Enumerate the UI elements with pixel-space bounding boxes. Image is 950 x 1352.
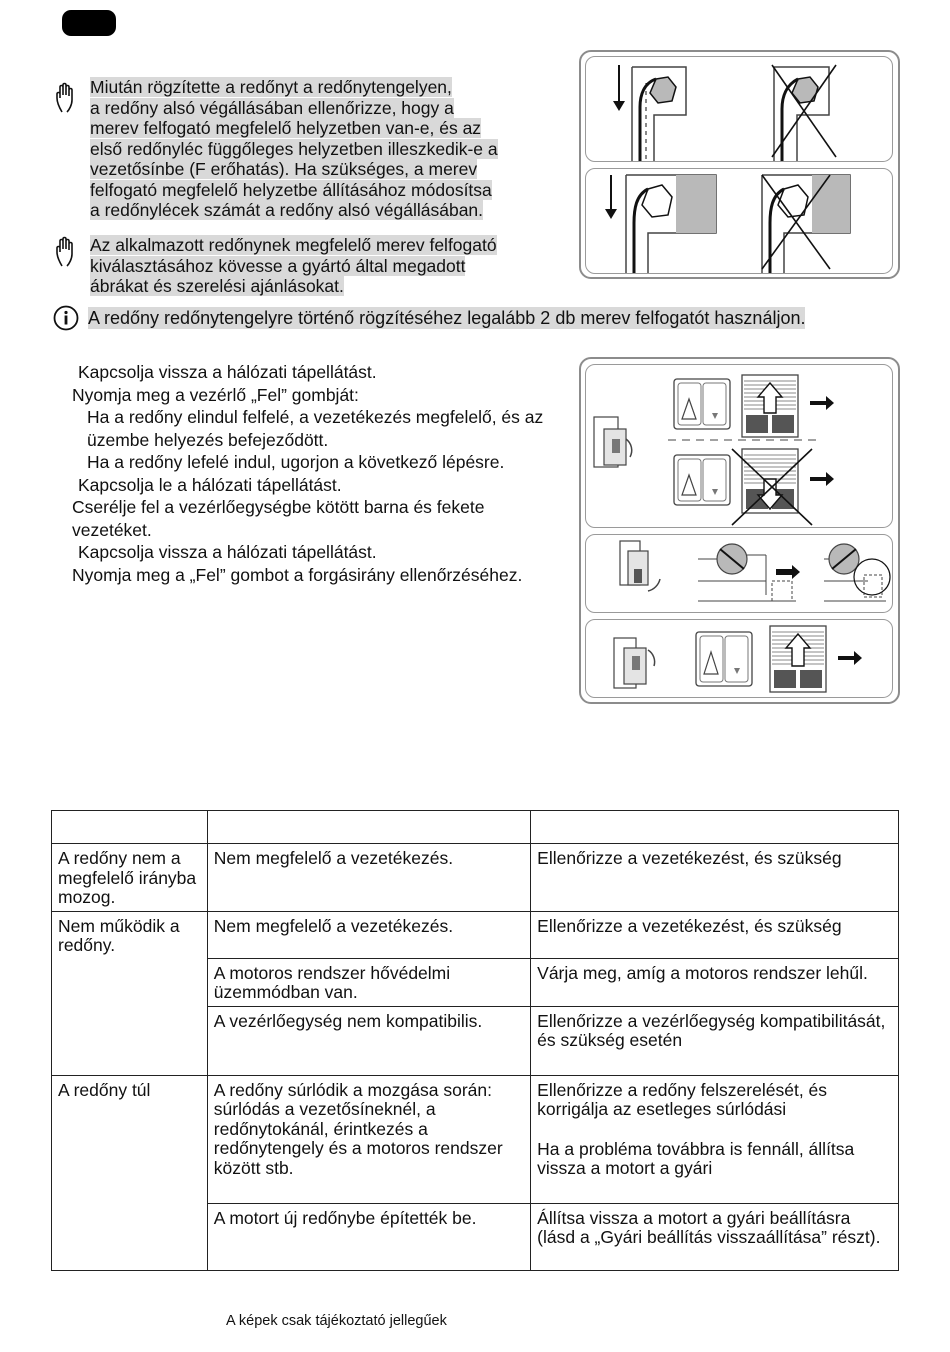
language-tab bbox=[62, 10, 116, 36]
step-text: Kapcsolja vissza a hálózati tápellátást. bbox=[78, 542, 377, 562]
info-icon bbox=[53, 305, 79, 331]
step-text: Ha a redőny elindul felfelé, a vezetékezés megfelelő, és az üzembe helyezés befejeződött. bbox=[87, 407, 544, 450]
rewiring-panel bbox=[585, 534, 893, 613]
step-text: Ha a redőny lefelé indul, ugorjon a következő lépésre. bbox=[87, 452, 505, 472]
note-line: merev felfogató megfelelő helyzetben van-e, és az bbox=[90, 118, 482, 138]
fastener-figure-top bbox=[585, 56, 893, 162]
solution-text: Ha a probléma továbbra is fennáll, állítsa vissza a motort a gyári bbox=[537, 1138, 855, 1178]
solution-text: Ellenőrizze a redőny felszerelését, és korrigálja az esetleges súrlódási bbox=[537, 1079, 828, 1119]
note-line: első redőnyléc függőleges helyzetben illeszkedik-e a bbox=[90, 138, 498, 159]
table-header-row bbox=[52, 811, 899, 844]
problem-cell: A redőny túl bbox=[52, 1075, 208, 1270]
table-row bbox=[52, 911, 899, 958]
fastener-figure bbox=[579, 50, 900, 279]
header-cell bbox=[531, 811, 899, 844]
note-line: vezetősínbe (F erőhatás). Ha szükséges, a merev bbox=[90, 159, 478, 179]
problem-cell: Nem működik a redőny. bbox=[52, 911, 208, 1075]
final-check-panel bbox=[585, 619, 893, 698]
solution-cell: Várja meg, amíg a motoros rendszer lehűl. bbox=[531, 958, 899, 1006]
hand-icon bbox=[54, 82, 82, 114]
step-text: Kapcsolja le a hálózati tápellátást. bbox=[78, 474, 342, 495]
direction-check-panel bbox=[585, 364, 893, 528]
cause-cell: A motort új redőnybe építették be. bbox=[207, 1203, 530, 1270]
fastener-diagram-bottom bbox=[586, 169, 892, 273]
fastener-figure-bottom bbox=[585, 168, 893, 274]
wiring-figure bbox=[579, 357, 900, 704]
troubleshooting-table bbox=[51, 810, 899, 1271]
cause-cell: A vezérlőegység nem kompatibilis. bbox=[207, 1006, 530, 1075]
footer-note: A képek csak tájékoztató jellegűek bbox=[226, 1313, 447, 1329]
info-text: A redőny redőnytengelyre történő rögzítéséhez legalább 2 db merev felfogatót használjon. bbox=[88, 308, 806, 328]
note-line: a redőny alsó végállásában ellenőrizze, hogy a bbox=[90, 97, 454, 118]
step-text: Nyomja meg a vezérlő „Fel” gombját: bbox=[72, 384, 359, 405]
problem-cell: A redőny nem a megfelelő irányba mozog. bbox=[52, 844, 208, 912]
hand-icon bbox=[54, 236, 82, 268]
note-rigid-fastener bbox=[90, 77, 568, 221]
note-line: felfogató megfelelő helyzetbe állításához módosítsa bbox=[90, 179, 492, 200]
step-text: Nyomja meg a „Fel” gombot a forgásirány ellenőrzéséhez. bbox=[72, 564, 523, 585]
cause-cell: Nem megfelelő a vezetékezés. bbox=[207, 911, 530, 958]
step-text: Cserélje fel a vezérlőegységbe kötött barna és fekete vezetéket. bbox=[72, 497, 485, 540]
direction-check-diagram bbox=[586, 365, 892, 527]
final-check-diagram bbox=[586, 620, 892, 697]
rewiring-diagram bbox=[586, 535, 892, 612]
cause-cell: Nem megfelelő a vezetékezés. bbox=[207, 844, 530, 912]
note-line: a redőnylécek számát a redőny alsó végállásában. bbox=[90, 200, 484, 220]
note-line: ábrákat és szerelési ajánlásokat. bbox=[90, 276, 344, 296]
table-row bbox=[52, 844, 899, 912]
table-row bbox=[52, 1075, 899, 1203]
cause-cell: A motoros rendszer hővédelmi üzemmódban van. bbox=[207, 958, 530, 1006]
solution-cell: Ellenőrizze a vezetékezést, és szükség bbox=[531, 844, 899, 912]
solution-cell: Állítsa vissza a motort a gyári beállításra (lásd a „Gyári beállítás visszaállítása” részt). bbox=[531, 1203, 899, 1270]
solution-cell bbox=[531, 1075, 899, 1203]
setup-steps bbox=[70, 361, 568, 586]
step-text: Kapcsolja vissza a hálózati tápellátást. bbox=[78, 362, 377, 382]
header-cell bbox=[207, 811, 530, 844]
note-line: kiválasztásához kövesse a gyártó által megadott bbox=[90, 255, 466, 276]
note-line: Az alkalmazott redőnynek megfelelő merev felfogató bbox=[90, 235, 497, 255]
solution-cell: Ellenőrizze a vezetékezést, és szükség bbox=[531, 911, 899, 958]
solution-cell: Ellenőrizze a vezérlőegység kompatibilitását, és szükség esetén bbox=[531, 1006, 899, 1075]
note-line: Miután rögzítette a redőnyt a redőnytengelyen, bbox=[90, 77, 452, 97]
cause-cell: A redőny súrlódik a mozgása során: súrlódás a vezetősíneknél, a redőnytokánál, érintkezés a redőnytengely és a motoros rendszer között stb. bbox=[207, 1075, 530, 1203]
fastener-diagram-top bbox=[586, 57, 892, 161]
note-manufacturer bbox=[90, 235, 568, 297]
header-cell bbox=[52, 811, 208, 844]
